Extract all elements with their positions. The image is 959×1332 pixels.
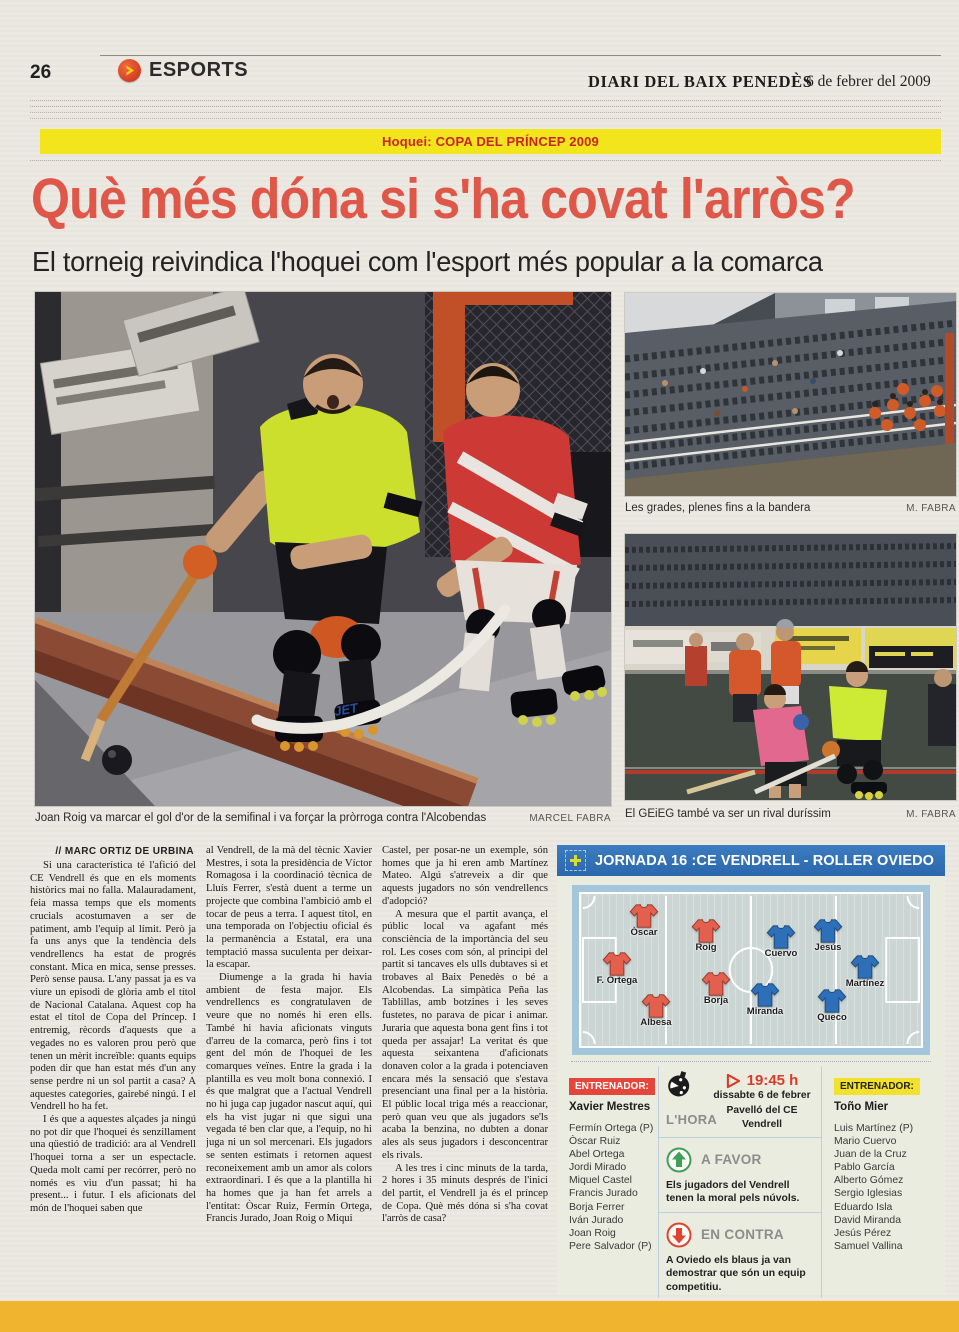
dotted-rule [30,118,941,119]
list-item: Eduardo Isla [834,1201,893,1213]
match-date: dissabte 6 de febrer [713,1090,811,1101]
lineup-player-away: Miranda [737,983,793,1017]
lineup-player-home: Òscar [616,904,672,938]
list-item: Miquel Castel [569,1175,632,1187]
favor-cell [659,1138,821,1213]
list-item: Jesús Pérez [834,1227,892,1239]
esports-arrow-icon [118,59,141,82]
publication-date: 6 de febrer del 2009 [806,73,931,90]
stopwatch-icon [666,1071,693,1098]
list-item: Sergio Iglesias [834,1188,903,1200]
contra-label: EN CONTRA [701,1227,784,1242]
headline: Què més dóna si s'ha covat l'arròs? [31,167,855,231]
dotted-rule [30,112,941,113]
list-item: David Miranda [834,1214,901,1226]
lineup-player-home: Roig [678,919,734,953]
dotted-rule [30,100,941,101]
infobox-divider [571,1061,931,1062]
arrow-down-circle-icon [666,1222,692,1248]
main-photo-credit: MARCEL FABRA [529,813,611,824]
bottom-ad-bar [0,1301,959,1332]
stands-photo-illustration [625,293,956,496]
subheadline: El torneig reivindica l'hoquei com l'esport més popular a la comarca [32,246,823,277]
away-coach-name: Toño Mier [834,1101,889,1113]
lineup-player-home: Borja [688,972,744,1006]
match-time: 19:45 h [746,1072,799,1089]
geieg-photo-credit: M. FABRA [906,809,956,820]
kicker-bar [40,129,941,154]
section-logo [118,59,248,82]
away-player-list [834,1122,941,1253]
article-paragraph: A mesura que el partit avança, el públic local va agafant més consciència de la importància del seu rol. Les coses com són, al principi del partit si tancaves els ulls dubtaves si et trobaves al Baix Penedès o bé a Alcobendas. La simpàtica Peña las Tablillas, amb botzines i les seves fustetes, no parava de picar i animar. Juraria que aquesta bona gent fins i tot queda per assajar! La veritat és que aquesta seixantena d'aficionats donaven color a la grada i potenciaven encara més la sensació que s'estava presenciant una final per a la història. El públic local triga més a reaccionar, però quan veu que als jugadors se'ls acaba la benzina, no dubten a donar ales als seus jugadors i desconcentrar els rivals. [382,908,548,1161]
list-item: Jordi Mirado [569,1162,627,1174]
play-triangle-icon [726,1073,741,1089]
stands-photo-caption: Les grades, plenes fins a la bandera [625,502,811,514]
away-coach-label: ENTRENADOR: [834,1078,920,1095]
dotted-rule [30,160,941,161]
list-item: Juan de la Cruz [834,1149,907,1161]
main-photo [35,292,611,806]
list-item: Iván Jurado [569,1214,624,1226]
lineup-player-away: Jesús [800,919,856,953]
list-item: Alberto Gómez [834,1175,904,1187]
main-photo-caption: Joan Roig va marcar el gol d'or de la semifinal i va forçar la pròrroga contra l'Alcobendas [35,812,487,824]
article-paragraph: Si una característica té l'afició del CE Vendrell és que en els moments històrics mai no falla. Malauradament, feia massa temps que els moments crucials acostumaven a ser de patiment, amb l'equip al límit. Però ja fa uns anys que la tendència dels vendrellencs ha estat de progrés constant. Mica en mica, sense presses. Però sense pausa. L'any passat ja es va viure un episodi de glòria amb el títol de Nacional Catalana. Aquest cop ha estat el títol de Copa del Príncep. I entremig, rècords d'aquests que a vegades no es valoren prou però que tenen un mèrit increïble: quants equips poden dir que han estat més d'un any sense perdre ni un sol partit a casa? A aquestes categories, gairebé ningú. I el Vendrell ho ha fet. [30,860,196,1113]
infobox-title: JORNADA 16 :CE VENDRELL - ROLLER OVIEDO [595,852,935,869]
home-coach-name: Xavier Mestres [569,1101,651,1113]
article-paragraph: I és que a aquestes alçades ja ningú no pot dir que l'hoquei és senzillament una qüestió de tradició: ara al Vendrell l'hoquei torna a ser un espectacle. Queda molt camí per recórrer, però no només es viu d'un passat; hi ha present... i futur. I els aficionats del món de l'hoquei saben que [30,1114,196,1214]
lineup-player-home: F. Ortega [589,952,645,986]
lineup-player-away: Queco [804,989,860,1023]
list-item: Abel Ortega [569,1149,625,1161]
contra-cell [659,1213,821,1299]
header-rule [100,55,941,56]
article-column-3 [382,845,548,1297]
list-item: Borja Ferrer [569,1201,625,1213]
dotted-rule [30,106,941,107]
home-player-list [569,1122,654,1253]
match-facts-column [658,1066,822,1298]
hora-label: L'HORA [666,1112,718,1127]
list-item: Samuel Vallina [834,1240,903,1252]
rink-panel [572,885,930,1055]
list-item: Joan Roig [569,1227,616,1239]
match-infobox [557,845,945,1295]
match-venue: Pavelló del CE Vendrell [726,1104,798,1130]
article-paragraph: al Vendrell, de la mà del tècnic Xavier Mestres, i sota la presidència de Víctor Romagosa i la coordinació tècnica de Lluís Ferrer, s'està duent a terme un projecte que combina l'ambició amb el tocar de peus a terra. I aquest títol, en una temporada on l'objectiu oficial és la permanència a Estatal, era una temptació massa suculenta per deixar-la escapar. [206,845,372,971]
masthead: DIARI DEL BAIX PENEDÈS [588,72,813,91]
main-photo-illustration [35,292,611,806]
stands-photo-credit: M. FABRA [906,503,956,514]
article-column-2 [206,845,372,1297]
lineup-player-home: Albesa [628,994,684,1028]
contra-text: A Oviedo els blaus ja van demostrar que són un equip competitiu. [666,1254,806,1293]
list-item: Luis Martínez (P) [834,1123,914,1134]
favor-text: Els jugadors del Vendrell tenen la moral pels núvols. [666,1179,800,1204]
list-item: Pere Salvador (P) [569,1240,652,1252]
home-coach-column [557,1066,658,1298]
section-title: ESPORTS [149,59,249,81]
list-item: Fermín Ortega (P) [569,1123,654,1134]
article-paragraph: A les tres i cinc minuts de la tarda, 2 hores i 35 minuts després de l'inici del partit, el Vendrell ja és el príncep de Copa. Què més dóna si s'ha covat l'arròs de casa? [382,1162,548,1225]
infobox-header [557,845,945,876]
photo-stick-brand: JET [332,700,360,719]
article-paragraph: Diumenge a la grada hi havia ambient de festa major. Els vendrellencs es congratulaven de veure que no només hi eren ells. També hi havia aficionats vinguts d'arreu de la comarca, però fins i tot gent del món de l'hoquei de les comarques veïnes. Entre la grada i la plantilla es veu molt bona connexió. I és que malgrat que a l'actual Vendrell no hi juga cap jugador nascut aquí, qui els ha vist jugar ni que sigui una vegada té ben clar que, a l'equip, no hi juga ni un sol mercenari. Els jugadors se senten estimats i retornen aquest reconeixement amb un amor als colors extraordinari. I és que a la plantilla hi ha homes que ja han fet arrels a l'entitat: Òscar Ruiz, Fermín Ortega, Francis Jurado, Joan Roig o Miqui [206,972,372,1225]
byline: // MARC ORTIZ DE URBINA [55,846,194,857]
hora-cell [659,1066,821,1138]
list-item: Mario Cuervo [834,1136,897,1148]
favor-label: A FAVOR [701,1152,762,1167]
rink-diagram [579,892,923,1048]
stands-photo [625,293,956,496]
geieg-photo [625,534,956,800]
list-item: Òscar Ruiz [569,1136,621,1148]
page-number: 26 [30,62,52,83]
kicker-text: Hoquei: COPA DEL PRÍNCEP 2009 [382,134,599,149]
away-coach-column [822,1066,945,1298]
geieg-photo-caption: El GEiEG també va ser un rival duríssim [625,808,831,820]
lineup-player-away: Martínez [837,955,893,989]
arrow-up-circle-icon [666,1147,692,1173]
geieg-photo-illustration [625,534,956,800]
article-paragraph: Castel, per posar-ne un exemple, són homes que ja hi eren amb Martínez Mateo. Algú s'atreveix a dir que aquests jugadors no són vendrellencs d'adopció? [382,845,548,907]
home-coach-label: ENTRENADOR: [569,1078,655,1095]
list-item: Pablo García [834,1162,895,1174]
article-column-1 [30,845,196,1297]
lineup-player-away: Cuervo [753,925,809,959]
list-item: Francis Jurado [569,1188,638,1200]
plus-icon [565,850,586,871]
